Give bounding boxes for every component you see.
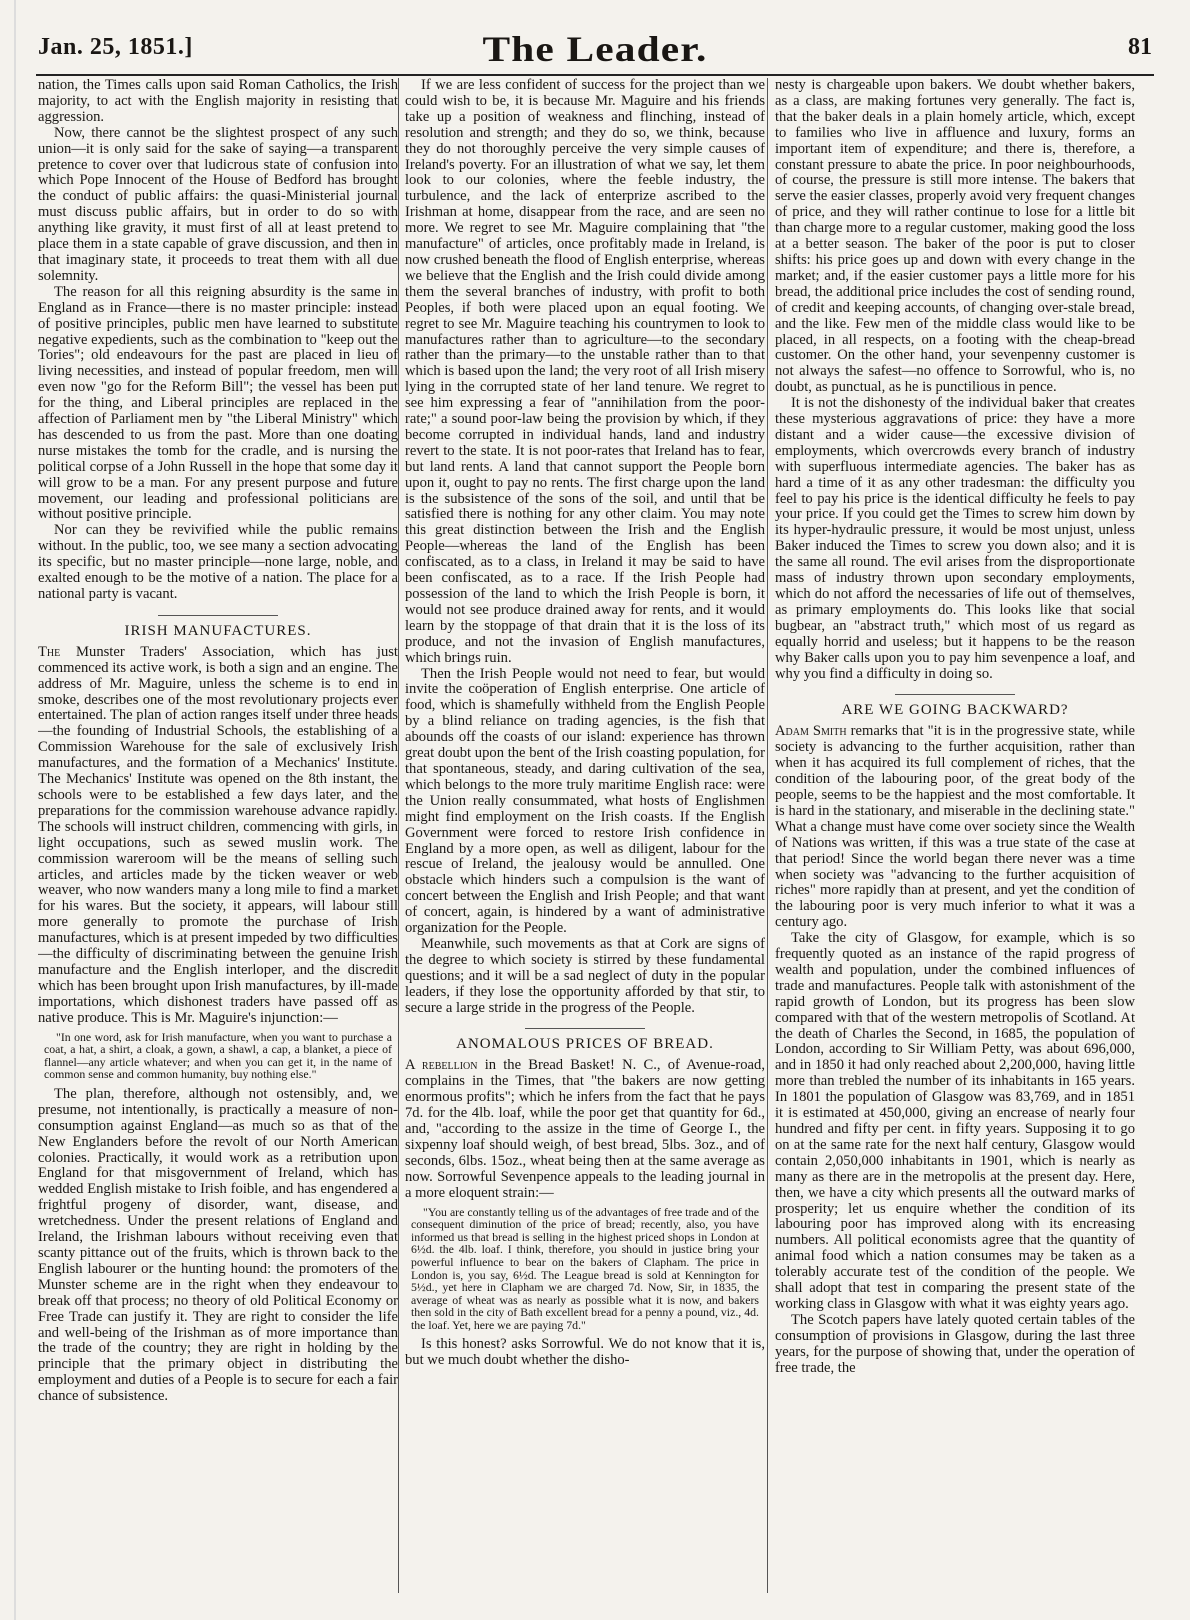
paragraph-body: Munster Traders' Association, which has just commenced its active work, is both a sign and an engine. The address of Mr. Maguire, unless the scheme is to end in smoke, describes one of the most revolutionary projects ever entertained. The plan of action ranges itself under three heads—the founding of Industrial Schools, the establishing of a Commission Warehouse for the sale of exclusively Irish manufactures, and the formation of a Mechanics' Institute. The Mechanics' Institute was opened on the 8th instant, the schools were to be established a few days later, and the preparations for the commission warehouse advance rapidly. The schools will instruct children, commencing with girls, in light occupations, such as sewed muslin work. The commission wareroom will be the means of selling such articles, and articles made by the ticken weaver or web weaver, who now wanders many a long mile to find a market for his wares. But the society, it appears, will labour still more generally to promote the purchase of Irish manufactures, which is at present impeded by two difficulties—the difficulty of discriminating between the genuine Irish manufacture and the English interloper, and the discredit which has been brought upon Irish manufactures, by ill-made importations, which dishonest traders have passed off as native produce. This is Mr. Maguire's injunction:— bbox=[38, 643, 398, 1026]
paragraph: nesty is chargeable upon bakers. We doubt whether bakers, as a class, are making fortunes very generally. The fact is, that the baker deals in a plain homely article, which, except to families who live in affluence and luxury, forms an important item of expenditure; and there is, therefore, a constant pressure to abate the price. In poor neighbourhoods, of course, the pressure is still more intense. The bakers that serve the easier classes, properly avoid very frequent changes of price, and they will rather continue to lose for a little bit than charge more to a regular customer, making good the loss at a better season. The baker of the poor is put to closer shifts: his price goes up and down with every change in the market; and, if the easier customer pays a little more for his bread, the additional price includes the cost of sending round, of credit and keeping accounts, of changing over-stale bread, and the like. Few men of the middle class would like to be placed, in all respects, on a footing with the cheap-bread customer. On the other hand, your sevenpenny customer is not always the safest—no offence to Sorrowful, who is, no doubt, as punctual, as he is punctilious in pence. bbox=[775, 78, 1135, 396]
paragraph: If we are less confident of success for the project than we could wish to be, it is because Mr. Maguire and his friends take up a position of weakness and flinching, instead of resolution and strength; and they do so, we think, because they do not thoroughly perceive the very simple causes of Ireland's poverty. For an illustration of what we say, let them look to our colonies, where the feeble industry, the turbulence, and the lack of enterprize ascribed to the Irishman at home, disappear from the race, and are seen no more. We regret to see Mr. Maguire complaining that "the manufacture" of articles, once profitably made in Ireland, is now crushed beneath the flood of English enterprise, whereas we believe that the English and the Irish could divide among them the several branches of industry, with profit to both Peoples, if both were placed upon an equal footing. We regret to see Mr. Maguire teaching his countrymen to look to manufactures rather than to agriculture—to the secondary rather than the primary—to the unstable rather than to that which is based upon the land; the very root of all Irish misery lying in the corrupted state of her land tenure. We regret to see him expressing a fear of "annihilation from the poor-rate;" a sound poor-law being the provision by which, if they become corrupted in individual hands, land and industry revert to the state. It is not poor-rates that Ireland has to fear, but land rents. A land that cannot support the People born upon it, ought to pay no rents. The first charge upon the land is the subsistence of the sons of the soil, and until that be satisfied there is nothing for any other claim. You may note this great distinction between the Irish and the English People—whereas the land of the English has been confiscated, as to a class, in Ireland it may be said to have been confiscated, as to a race. If the Irish People had possession of the land to which the Irish People is born, it would not see produce drained away for rents, and it would learn by the stoppage of that drain that it is the loss of its produce, and not the invasion of English manufactures, which brings ruin. bbox=[405, 78, 765, 666]
paragraph-body: in the Bread Basket! N. C., of Avenue-road, complains in the Times, that "the bakers are now getting enormous profits"; which he infers from the fact that he pays 7d. for the 4lb. loaf, while the poor get that quantity for 6d., and, "according to the assize in the time of George I., the sixpenny loaf should weigh, of best bread, 5lbs. 3oz., and of seconds, 6lbs. 15oz., wheat being then at the same average as now. Sorrowful Sevenpence appeals to the leading journal in a more eloquent strain:— bbox=[405, 1057, 765, 1201]
column-2 bbox=[405, 78, 765, 1593]
masthead bbox=[36, 28, 1154, 72]
column-1 bbox=[38, 78, 398, 1593]
paragraph: Take the city of Glasgow, for example, which is so frequently quoted as an instance of the rapid progress of wealth and population, under the combined influences of trade and manufactures. People talk with astonishment of the rapid growth of London, but its progress has been slow compared with that of the western metropolis of Scotland. At the death of Charles the Second, in 1685, the population of London, according to Sir William Petty, was about 696,000, and in 1850 it had only reached about 2,200,000, having little more than trebled the number of its inhabitants in 165 years. In 1801 the population of Glasgow was 83,769, and in 1851 it is estimated at 450,000, giving an encrease of nearly four hundred and fifty per cent. in fifty years. Supposing it to go on at the same rate for the next half century, Glasgow would contain 2,050,000 inhabitants in 1901, which is nearly as many as there are in the metropolis at the present day. Here, then, we have a city which presents all the outward marks of prosperity; let us enquire whether the condition of its labouring poor has improved along with its encreasing numbers. All political economists agree that the quantity of animal food which a nation consumes may be taken as a tolerably accurate test of the condition of the people. We shall adopt that test in comparing the present state of the working class in Glasgow with what it was eighty years ago. bbox=[775, 930, 1135, 1312]
issue-date: Jan. 25, 1851.] bbox=[38, 34, 193, 60]
paragraph: Is this honest? asks Sorrowful. We do not know that it is, but we much doubt whether the disho- bbox=[405, 1336, 765, 1369]
column-divider bbox=[398, 78, 399, 1593]
section-heading: ARE WE GOING BACKWARD? bbox=[841, 702, 1069, 719]
lead-in: The bbox=[38, 643, 61, 660]
paragraph-body: remarks that "it is in the progressive state, while society is advancing to the further acquisition, rather than when it has acquired its full complement of riches, that the condition of the labouring poor, of the great body of the people, seems to be the happiest and the most comfortable. It is hard in the stationary, and miserable in the declining state." What a change must have come over society since the Wealth of Nations was written, if this was a true state of the case at that period! Since the world began there never was a time when society was "advancing to the further acquisition of riches" more rapidly than at present, and yet the condition of the labouring poor is very much inferior to what it was a century ago. bbox=[775, 723, 1135, 931]
column-3 bbox=[775, 78, 1135, 1593]
paragraph bbox=[405, 1058, 765, 1201]
page-number: 81 bbox=[1128, 34, 1152, 60]
paragraph: Meanwhile, such movements as that at Cork are signs of the degree to which society is stirred by these fundamental questions; and it will be a sad neglect of duty in the popular leaders, if they lose the opportunity afforded by that stir, to secure a large stride in the progress of the People. bbox=[405, 935, 765, 1016]
paragraph: Now, there cannot be the slightest prospect of any such union—it is only said for the sake of saying—a transparent pretence to cover over that ludicrous state of confusion into which Pope Innocent of the House of Bedford has brought the conduct of public affairs: the quasi-Ministerial journal must discuss public affairs, but in order to do so with anything like gravity, it must first of all at least pretend to place them in a state capable of grave discussion, and then in that imaginary state, it proceeds to treat them with all due solemnity. bbox=[38, 124, 398, 284]
lead-in: Adam Smith bbox=[775, 723, 847, 740]
paragraph bbox=[38, 645, 398, 1027]
column-divider bbox=[767, 78, 768, 1593]
paragraph: It is not the dishonesty of the individual baker that creates these mysterious aggravations of price: they have a more distant and a wider cause—the excessive division of employments, which overcrowds every branch of industry with superfluous intermediate agencies. The baker has as hard a time of it as any other tradesman: the difficulty you feel to pay his price is the identical difficulty he feels to pay your price. If you could get the Times to screw him down by its hyper-hydraulic pressure, it would be most unjust, unless Baker induced the Times to screw you down also; and it is the same all round. The evil arises from the disproportionate mass of industry thrown upon secondary employments, which do not afford the necessaries of life out of themselves, as primary employments do. This looks like that social bugbear, an "abstract truth," which most of us regard as equally horrid and useless; but it happens to be the reason why Baker calls upon you to pay him sevenpence a loaf, and why you find a difficulty in doing so. bbox=[775, 395, 1135, 682]
section-rule bbox=[525, 1028, 645, 1029]
paragraph: The reason for all this reigning absurdity is the same in England as in France—there is no master principle: instead of positive principles, public men have learned to substitute negative expedients, such as the combination to "keep out the Tories"; old endeavours for the past are placed in lieu of living necessities, and instead of popular freedom, men will even now "go for the Reform Bill"; the vessel has been put for the thing, and Liberal principles are replaced in the affection of Parliament men by "the Liberal Ministry" which has descended to us from the past. More than one doating nurse mistakes the tomb for the cradle, and is nursing the political corpse of a John Russell in the hope that some day it will grow to be a man. For any present purpose and future movement, our leading and professional politicians are without positive principle. bbox=[38, 283, 398, 523]
section-heading: ANOMALOUS PRICES OF BREAD. bbox=[456, 1036, 714, 1053]
paragraph: Nor can they be revivified while the public remains without. In the public, too, we see many a section advocating its specific, but no master principle—none large, noble, and exalted enough to be the motive of a nation. The place for a national party is vacant. bbox=[38, 522, 398, 602]
section-rule bbox=[895, 694, 1015, 695]
quotation: "You are constantly telling us of the advantages of free trade and of the consequent diminution of the price of bread; recently, also, you have informed us that bread is selling in the highest priced shops in London at 6½d. the 4lb. loaf. I think, therefore, you should in justice bring your powerful influence to bear on the bakers of Clapham. The price in London is, you say, 6½d. The League bread is sold at Kennington for 5½d., yet here in Clapham we are charged 7d. Now, Sir, in 1835, the average of wheat was as nearly as possible what it is now, and bakers then sold in the city of Bath excellent bread for a penny a pound, viz., 4d. the loaf. Yet, here we are paying 7d." bbox=[411, 1204, 759, 1332]
section-heading: IRISH MANUFACTURES. bbox=[124, 622, 312, 639]
header-rule bbox=[36, 74, 1154, 76]
section-rule bbox=[158, 615, 278, 616]
newspaper-title: The Leader. bbox=[482, 29, 708, 69]
paragraph: Then the Irish People would not need to fear, but would invite the coöperation of English enterprise. One article of food, which is shamefully withheld from the English People by a blind reliance on trading agencies, is the fish that abounds off the coasts of our island: experience has thrown great doubt upon the bent of the Irish coasting population, for that spontaneous, steady, and daring cultivation of the sea, which belongs to the more truly maritime English race: were the Union really consummated, what hosts of Englishmen might find employment on the Irish coasts. If the English Government were forced to restore Irish confidence in England by a more open, as well as diligent, labour for the rescue of Ireland, the jealousy would be annulled. One obstacle which hinders such a compulsion is the want of concert between the English and Irish People; and that want of concert, again, is hindered by a want of administrative organization for the People. bbox=[405, 665, 765, 937]
paragraph bbox=[775, 724, 1135, 931]
quotation: "In one word, ask for Irish manufacture, when you want to purchase a coat, a hat, a shirt, a cloak, a gown, a shawl, a cap, a blanket, a piece of flannel—any article whatever; and when you can get it, in the name of common sense and common humanity, buy nothing else." bbox=[44, 1029, 392, 1082]
lead-in: A rebellion bbox=[405, 1057, 478, 1074]
paragraph: The Scotch papers have lately quoted certain tables of the consumption of provisions in Glasgow, during the last three years, for the purpose of showing that, under the operation of free trade, the bbox=[775, 1311, 1135, 1376]
paragraph: The plan, therefore, although not ostensibly, and, we presume, not intentionally, is practically a measure of non-consumption against England—as much so as that of the New Englanders before the revolt of our North American colonies. Practically, it would work as a retribution upon England for that misgovernment of Ireland, which has wedded English mistake to Irish foible, and has engendered a frightful progeny of disorder, want, disease, and wretchedness. Under the present relations of England and Ireland, the Irishman labours without receiving even that scanty pittance out of the fruits, which is thrown back to the English labourer or the hunting hound: the promoters of the Munster scheme are in the right when they endeavour to break off that process; no theory of old Political Economy or Free Trade can justify it. They are right to consider the life and well-being of the Irishman as of more importance than the trade of the country; they are right in holding by the principle that the primary object in distributing the employment and duties of a People is to secure for each a fair chance of subsistence. bbox=[38, 1085, 398, 1405]
paragraph: nation, the Times calls upon said Roman Catholics, the Irish majority, to act with the English majority in resisting that aggression. bbox=[38, 78, 398, 125]
scan-edge bbox=[14, 0, 16, 1620]
